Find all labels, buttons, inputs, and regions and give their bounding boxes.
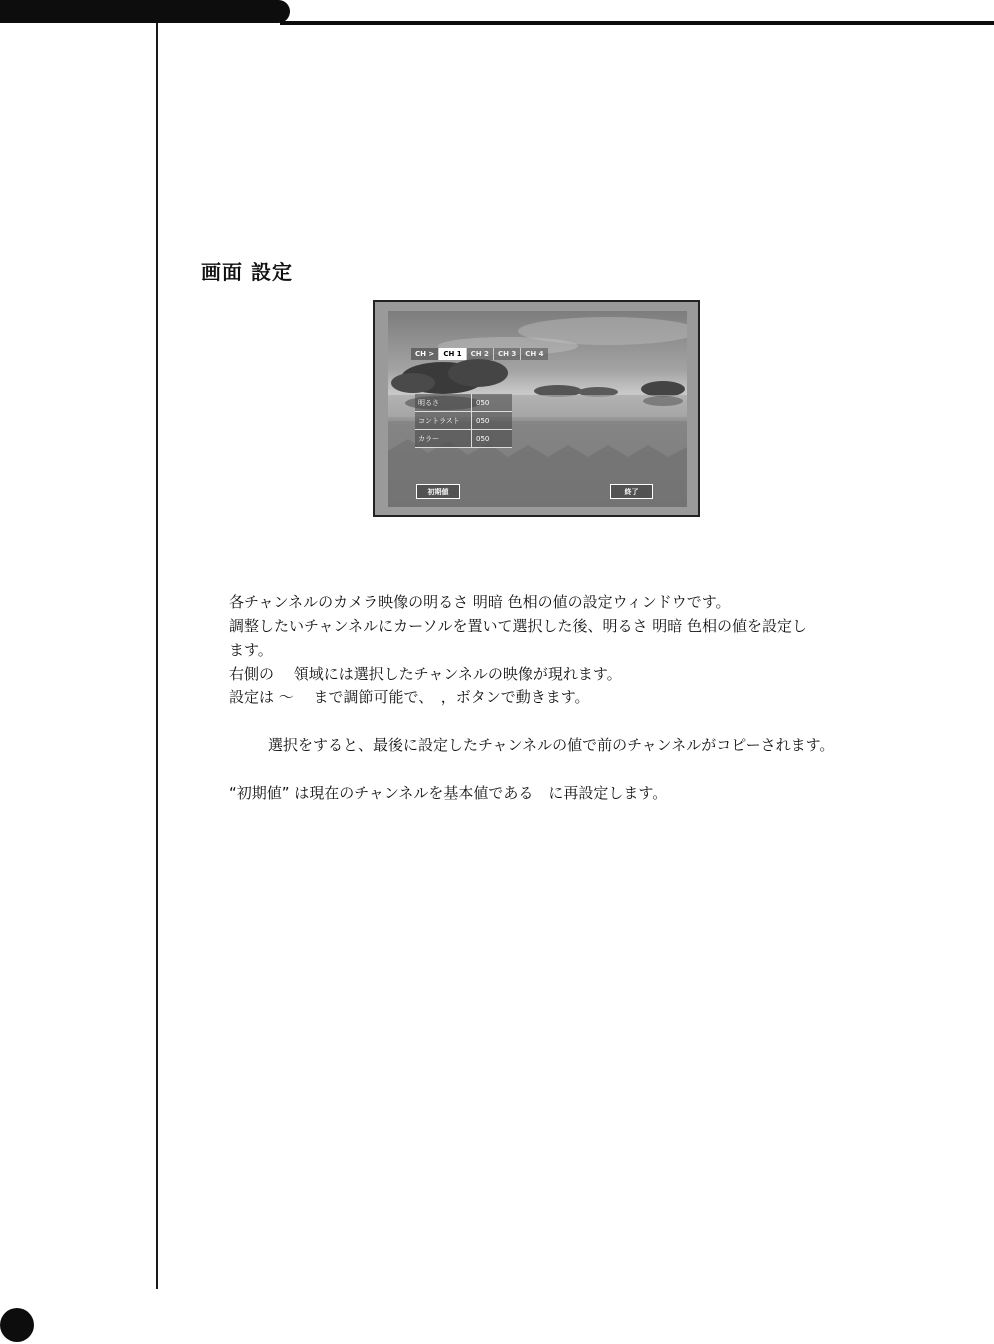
header-rule	[280, 21, 994, 25]
description-line: 設定は ～ まで調節可能で、 ，ボタンで動きます。	[229, 688, 590, 706]
description-line: 調整したいチャンネルにカーソルを置いて選択した後、明るさ 明暗 色相の値を設定し	[229, 617, 808, 635]
section-title: 画面 設定	[201, 260, 293, 284]
channel-tabs	[411, 348, 548, 360]
settings-label: 明るさ	[415, 394, 472, 411]
settings-label: カラー	[415, 430, 472, 447]
channel-prefix: CH >	[411, 348, 438, 360]
tab-ch4[interactable]: CH 4	[520, 348, 547, 360]
tab-ch2[interactable]: CH 2	[466, 348, 493, 360]
settings-label: コントラスト	[415, 412, 472, 429]
description-line: 右側の 領域には選択したチャンネルの映像が現れます。	[229, 665, 622, 683]
exit-button[interactable]: 終了	[610, 484, 653, 499]
settings-row-brightness[interactable]	[415, 394, 512, 412]
screen-display	[388, 311, 687, 507]
description-note: 選択をすると、最後に設定したチャンネルの値で前のチャンネルがコピーされます。	[268, 736, 835, 754]
settings-row-contrast[interactable]	[415, 412, 512, 430]
margin-rule	[156, 23, 158, 1289]
settings-value[interactable]: 050	[476, 434, 490, 443]
settings-row-color[interactable]	[415, 430, 512, 448]
tab-ch1[interactable]: CH 1	[438, 348, 465, 360]
settings-value[interactable]: 050	[476, 416, 490, 425]
header-tab	[0, 0, 290, 23]
description-line: 各チャンネルのカメラ映像の明るさ 明暗 色相の値の設定ウィンドウです。	[229, 593, 731, 611]
settings-value[interactable]: 050	[476, 398, 490, 407]
description-line: ます。	[229, 641, 273, 659]
tab-ch3[interactable]: CH 3	[493, 348, 520, 360]
image-settings-table	[415, 394, 512, 448]
default-button[interactable]: 初期値	[416, 484, 460, 499]
page-marker	[0, 1308, 34, 1342]
screen-figure	[373, 300, 700, 517]
description-line: “初期値” は現在のチャンネルを基本値である に再設定します。	[229, 784, 668, 802]
